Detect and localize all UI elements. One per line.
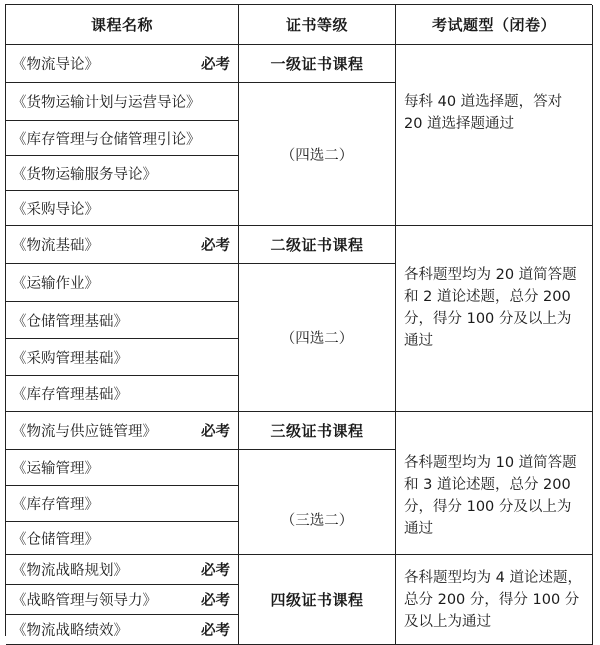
header-exam-type: 考试题型（闭卷） [396,5,593,45]
course-row [6,522,239,555]
course-name: 《库存管理与仓储管理引论》 [12,131,201,148]
course-name: 《物流战略绩效》 [12,623,128,639]
header-cert-level: 证书等级 [239,5,396,45]
exam-text: 每科 40 道选择题，答对 20 道选择题通过 [404,94,563,132]
course-name: 《库存管理基础》 [12,387,128,403]
course-name: 《货物运输计划与运营导论》 [12,95,201,111]
level-title: 二级证书课程 [239,226,396,264]
course-row [6,302,239,339]
course-name: 《仓储管理》 [12,531,99,548]
course-row [6,486,239,522]
level-title: 一级证书课程 [239,45,396,83]
course-name: 《运输作业》 [12,276,99,292]
exam-text: 各科题型均为 10 道简答题和 3 道论述题，总分 200 分，得分 100 分及以上为通过 [404,455,577,537]
course-name: 《物流战略规划》 [12,563,128,579]
course-row [6,412,239,450]
course-row [6,226,239,264]
course-name: 《采购管理基础》 [12,350,128,367]
course-name: 《运输管理》 [12,461,99,477]
exam-description [396,45,593,226]
course-name: 《战略管理与领导力》 [12,593,157,609]
course-name: 《仓储管理基础》 [12,313,128,330]
course-name: 《库存管理》 [12,497,99,513]
course-table [5,4,592,639]
header-course-name: 课程名称 [6,5,239,45]
required-label: 必考 [201,563,230,579]
course-row [6,83,239,121]
course-row [6,45,239,83]
required-label: 必考 [201,424,230,440]
level-title: 四级证书课程 [239,555,396,645]
required-label: 必考 [201,623,230,639]
choose-rule: （四选二） [239,83,396,226]
course-row [6,191,239,226]
required-label: 必考 [201,238,230,254]
course-row [6,264,239,302]
required-label: 必考 [201,593,230,609]
course-name: 《物流与供应链管理》 [12,424,157,440]
course-row [6,615,239,645]
course-row [6,156,239,191]
course-row [6,585,239,615]
course-row [6,121,239,156]
course-name: 《采购导论》 [12,201,99,218]
exam-description [396,555,593,645]
required-label: 必考 [201,57,230,73]
course-row [6,450,239,486]
choose-rule: （三选二） [239,450,396,555]
course-row [6,339,239,376]
exam-text: 各科题型均为 4 道论述题，总分 200 分，得分 100 分及以上为通过 [404,569,582,630]
exam-description [396,226,593,412]
exam-description [396,412,593,555]
course-name: 《货物运输服务导论》 [12,166,157,183]
level-title: 三级证书课程 [239,412,396,450]
course-name: 《物流导论》 [12,57,99,73]
course-row [6,376,239,412]
exam-text: 各科题型均为 20 道简答题和 2 道论述题，总分 200 分，得分 100 分及以上为通过 [404,267,577,349]
course-name: 《物流基础》 [12,238,99,254]
choose-rule: （四选二） [239,264,396,412]
course-row [6,555,239,585]
